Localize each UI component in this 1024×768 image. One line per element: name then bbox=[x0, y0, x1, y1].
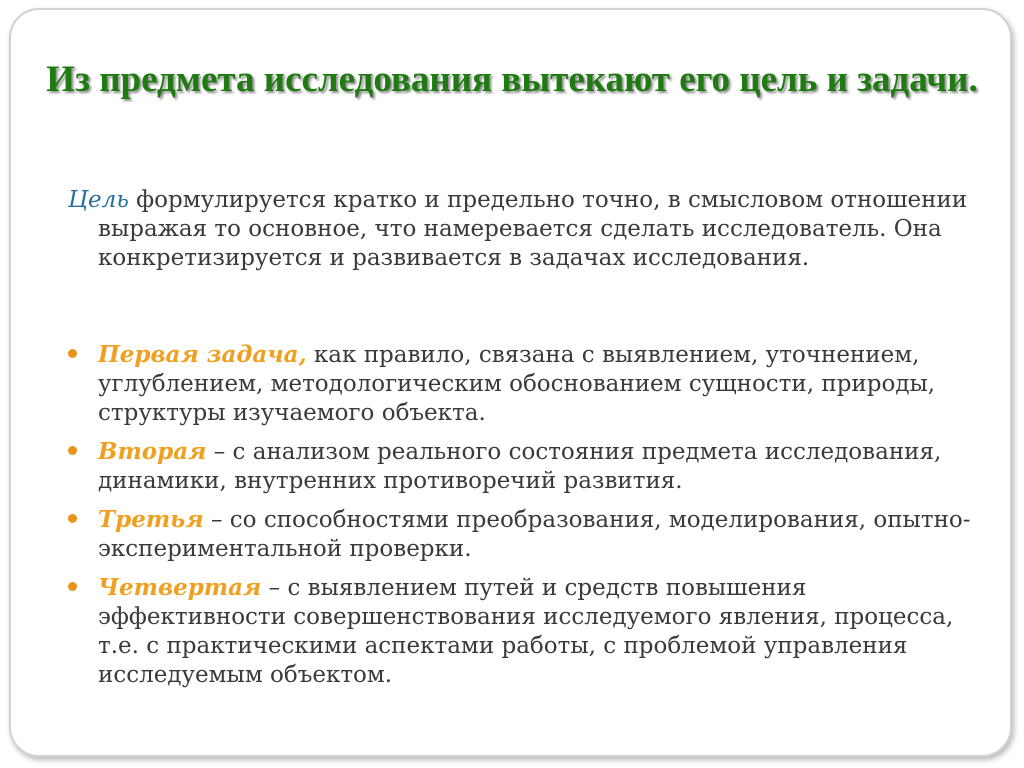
goal-term: Цель bbox=[68, 187, 129, 213]
bullet-icon bbox=[68, 582, 77, 591]
task-term: Четвертая bbox=[98, 574, 262, 601]
bullet-icon bbox=[68, 349, 77, 358]
task-text: как правило, связана с выявлением, уточнением, углублением, методологическим обоснованием сущности, природы, структуры изучаемого объекта. bbox=[98, 342, 936, 426]
task-term: Первая задача, bbox=[98, 341, 307, 368]
task-list bbox=[66, 340, 976, 699]
task-item-fourth bbox=[66, 573, 976, 690]
task-item-second bbox=[66, 437, 976, 496]
bullet-icon bbox=[68, 446, 77, 455]
goal-paragraph bbox=[68, 186, 998, 273]
slide-title: Из предмета исследования вытекают его цель и задачи. bbox=[46, 59, 978, 100]
task-text: – со способностями преобразования, моделирования, опытно-экспериментальной проверки. bbox=[98, 507, 971, 562]
bullet-icon bbox=[68, 514, 77, 523]
task-item-first bbox=[66, 340, 976, 428]
task-text: – с анализом реального состояния предмета исследования, динамики, внутренних противоречий развития. bbox=[98, 439, 942, 494]
task-item-third bbox=[66, 505, 976, 564]
goal-text: формулируется кратко и предельно точно, в смысловом отношении выражая то основное, что намеревается сделать исследователь. Она конкретизируется и развивается в задачах исследования. bbox=[98, 187, 968, 271]
task-text: – с выявлением путей и средств повышения эффективности совершенствования исследуемого явления, процесса, т.е. с практическими аспектами работы, с проблемой управления исследуемым объектом. bbox=[98, 575, 954, 688]
task-term: Третья bbox=[98, 506, 204, 533]
task-term: Вторая bbox=[98, 438, 207, 465]
